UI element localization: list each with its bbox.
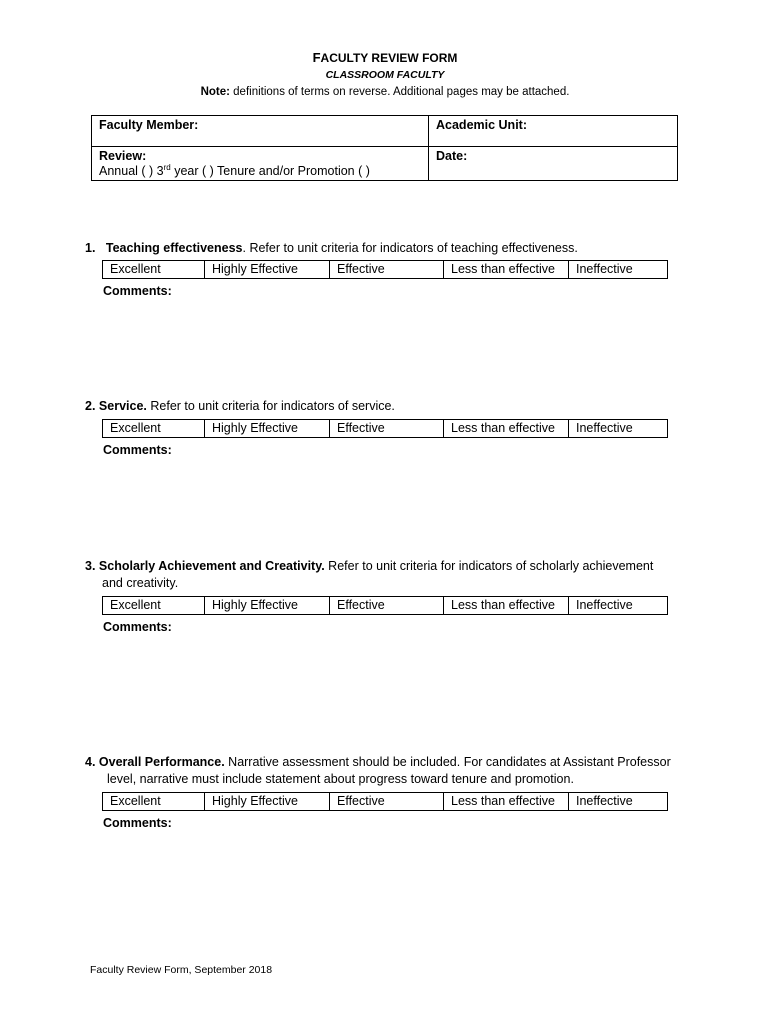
rating-effective[interactable]: Effective [330,793,444,811]
rating-excellent[interactable]: Excellent [103,261,205,279]
section-3-question: 3. Scholarly Achievement and Creativity. Refer to unit criteria for indicators of scholarly achievement and creativity. [85,559,654,590]
rating-highly-effective[interactable]: Highly Effective [205,261,330,279]
rating-effective[interactable]: Effective [330,597,444,615]
section-4-comments-label: Comments: [103,816,172,830]
rating-less-than-effective[interactable]: Less than effective [444,261,569,279]
section-1-rating-scale [102,260,668,279]
review-options: Annual ( ) 3rd year ( ) Tenure and/or Promotion ( ) [99,163,370,179]
rating-less-than-effective[interactable]: Less than effective [444,420,569,438]
section-2-rating-scale [102,419,668,438]
rating-ineffective[interactable]: Ineffective [569,793,668,811]
section-4-rating-scale [102,792,668,811]
rating-ineffective[interactable]: Ineffective [569,597,668,615]
faculty-info-table [91,115,678,181]
section-2-question: 2. Service. Refer to unit criteria for indicators of service. [85,399,395,413]
section-2-comments-label: Comments: [103,443,172,457]
rating-excellent[interactable]: Excellent [103,793,205,811]
rating-effective[interactable]: Effective [330,420,444,438]
rating-effective[interactable]: Effective [330,261,444,279]
review-type-field[interactable]: Review: Annual ( ) 3rd year ( ) Tenure and/or Promotion ( ) [92,147,429,181]
section-1-comments-label: Comments: [103,284,172,298]
rating-highly-effective[interactable]: Highly Effective [205,597,330,615]
rating-ineffective[interactable]: Ineffective [569,420,668,438]
form-title: FACULTY REVIEW FORM [312,50,458,65]
rating-excellent[interactable]: Excellent [103,420,205,438]
section-3-rating-scale [102,596,668,615]
form-subtitle: CLASSROOM FACULTY [325,69,445,81]
date-field[interactable]: Date: [429,147,678,181]
faculty-member-field[interactable]: Faculty Member: [92,116,429,147]
rating-excellent[interactable]: Excellent [103,597,205,615]
rating-less-than-effective[interactable]: Less than effective [444,793,569,811]
rating-highly-effective[interactable]: Highly Effective [205,420,330,438]
rating-highly-effective[interactable]: Highly Effective [205,793,330,811]
rating-less-than-effective[interactable]: Less than effective [444,597,569,615]
form-note: Note: definitions of terms on reverse. Additional pages may be attached. [200,86,570,98]
section-3-comments-label: Comments: [103,620,172,634]
page-footer: Faculty Review Form, September 2018 [90,964,273,976]
section-1-question: 1. Teaching effectiveness. Refer to unit criteria for indicators of teaching effectiveness. [85,241,578,255]
section-4-question: 4. Overall Performance. Narrative assessment should be included. For candidates at Assistant Professor level, narrative must include statement about progress toward tenure and promotion. [85,755,671,786]
rating-ineffective[interactable]: Ineffective [569,261,668,279]
academic-unit-field[interactable]: Academic Unit: [429,116,678,147]
